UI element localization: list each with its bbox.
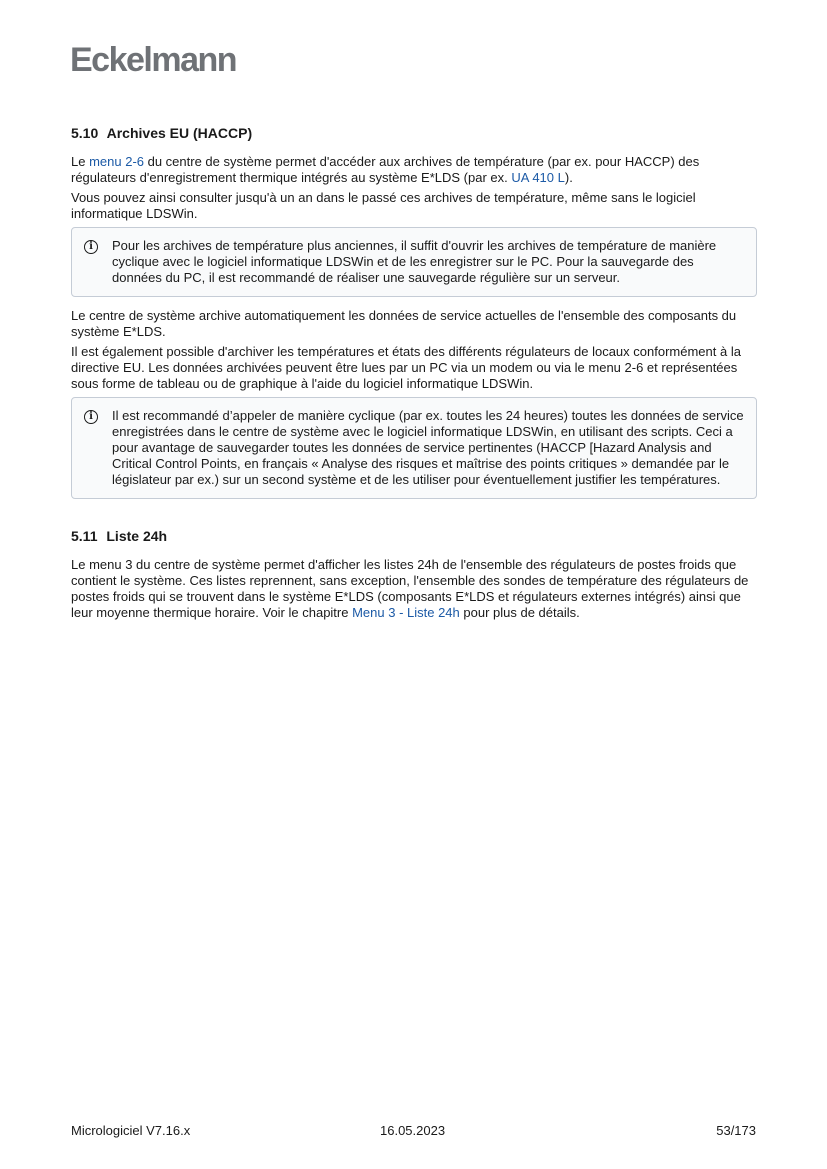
page-footer — [71, 1123, 756, 1139]
info-note — [71, 397, 757, 499]
ua-410-l-link[interactable]: UA 410 L — [511, 170, 565, 185]
text: ). — [564, 170, 573, 185]
paragraph — [71, 557, 757, 621]
page-number: 53/173 — [716, 1123, 756, 1138]
paragraph: Le centre de système archive automatiquement les données de service actuelles de l'ensemble des composants du système E*LDS. — [71, 308, 737, 339]
document-date: 16.05.2023 — [380, 1123, 446, 1138]
section-title: Liste 24h — [106, 528, 168, 544]
section-title: Archives EU (HACCP) — [106, 125, 253, 141]
menu-2-6-link[interactable]: menu 2-6 — [89, 154, 144, 169]
paragraph — [71, 154, 757, 186]
section-heading-5-10 — [71, 124, 757, 142]
firmware-version: Micrologiciel V7.16.x — [71, 1123, 191, 1138]
text: Le menu 3 du centre de système permet d'afficher les listes 24h de l'ensemble des régulateurs de postes froids que contient le système. Ces listes reprennent, sans exception, l'ensemble des sondes de température des régulateurs de postes froids qui se trouvent dans le système E*LDS (composants E*LDS et régulateurs externes intégrés) ainsi que leur moyenne thermique horaire. Voir le chapitre — [71, 557, 749, 620]
section-number: 5.10 — [71, 125, 99, 141]
info-circle-icon: i — [84, 240, 98, 254]
text: pour plus de détails. — [459, 605, 580, 620]
info-note — [71, 227, 757, 297]
section-number: 5.11 — [71, 528, 98, 544]
document-body — [71, 124, 757, 625]
note-text: Il est recommandé d’appeler de manière cyclique (par ex. toutes les 24 heures) toutes les données de service enregistrées dans le centre de système avec le logiciel informatique LDSWin, en utilisant des scripts. Ceci a pour avantage de sauvegarder toutes les données de service pertinentes (HACCP [Hazard Analysis and Critical Control Points, en français « Analyse des risques et maîtrise des points critiques » demandée par le législateur par ex.) sur un second système et de les utiliser pour éventuellement justifier les températures. — [112, 408, 744, 487]
text: Le — [71, 154, 90, 169]
info-circle-icon: i — [84, 410, 98, 424]
text: du centre de système permet d'accéder aux archives de température (par ex. pour HACCP) des régulateurs d'enregistrement thermique intégrés au système E*LDS (par ex. — [71, 154, 700, 185]
section-heading-5-11 — [71, 527, 757, 545]
note-text: Pour les archives de température plus anciennes, il suffit d'ouvrir les archives de température de manière cyclique avec le logiciel informatique LDSWin et de les enregistrer sur le PC. Pour la sauvegarde des données du PC, il est recommandé de réaliser une sauvegarde régulière sur un serveur. — [112, 238, 717, 285]
paragraph: Vous pouvez ainsi consulter jusqu'à un an dans le passé ces archives de température, même sans le logiciel informatique LDSWin. — [71, 190, 696, 221]
eckelmann-logo: Eckelmann — [70, 41, 237, 79]
paragraph: Il est également possible d'archiver les températures et états des différents régulateurs de locaux conformément à la directive EU. Les données archivées peuvent être lues par un PC via un modem ou via le menu 2-6 et représentées sous forme de tableau ou de graphique à l'aide du logiciel informatique LDSWin. — [71, 344, 741, 391]
menu-3-liste-24h-link[interactable]: Menu 3 - Liste 24h — [352, 605, 460, 620]
